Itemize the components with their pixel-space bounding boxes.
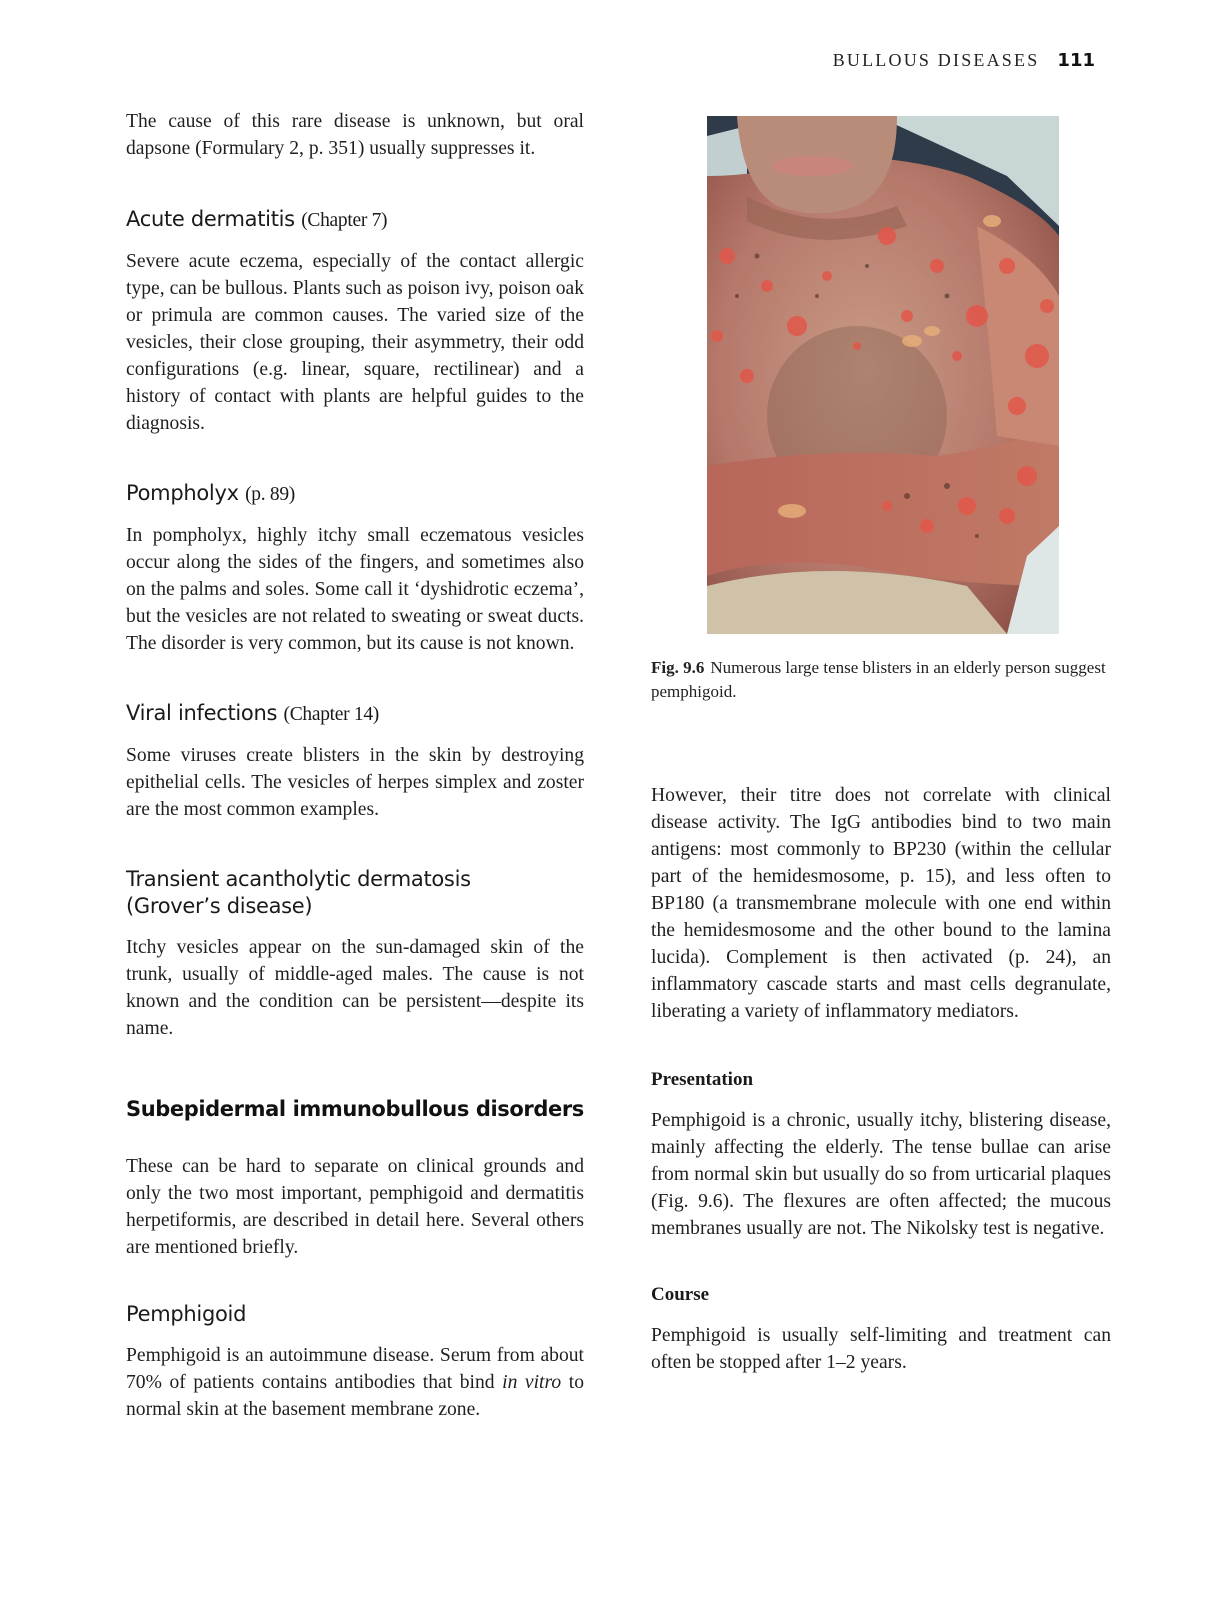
subheading-presentation: Presentation [651,1069,754,1090]
page-number: 111 [1057,50,1095,71]
left-column [126,108,584,1423]
heading-text: Acute dermatitis [126,207,295,231]
right-column [651,782,1111,1376]
section-heading-viral-infections [126,700,584,728]
section-heading-pompholyx [126,480,584,508]
heading-reference: (p. 89) [245,484,295,505]
section-body-pompholyx: In pompholyx, highly itchy small eczematous vesicles occur along the sides of the fingers, and sometimes also on the palms and soles. Some call it ‘dyshidrotic eczema’, but the vesicles are not related to sweating or sweat ducts. The disorder is very common, but its cause is not known. [126,525,584,654]
subheading-course: Course [651,1284,710,1305]
body-text: Pemphigoid is an autoimmune disease. Serum from about 70% of patients contains antibodies that bind [126,1345,584,1393]
heading-reference: (Chapter 7) [301,210,388,231]
heading-reference: (Chapter 14) [283,704,380,725]
intro-paragraph: The cause of this rare disease is unknown, but oral dapsone (Formulary 2, p. 351) usually suppresses it. [126,111,584,159]
figure-caption-text: Numerous large tense blisters in an elderly person suggest pemphigoid. [651,658,1106,701]
heading-text: Pompholyx [126,481,239,505]
figure-photo [707,116,1059,634]
figure-caption [651,656,1111,704]
clinical-photo-illustration [707,116,1059,634]
major-body-subepidermal: These can be hard to separate on clinical grounds and only the two most important, pemphigoid and dermatitis herpetiformis, are described in detail here. Several others are mentioned briefly. [126,1156,584,1258]
body-italic-text: in vitro [502,1372,562,1393]
section-heading-acute-dermatitis [126,206,584,234]
section-body-pemphigoid [126,1342,584,1423]
presentation-paragraph: Pemphigoid is a chronic, usually itchy, blistering disease, mainly affecting the elderly. The tense bullae can arise from normal skin but usually do so from urticarial plaques (Fig. 9.6). The flexures are often affected; the mucous membranes usually are not. The Nikolsky test is negative. [651,1110,1111,1239]
continuation-paragraph: However, their titre does not correlate with clinical disease activity. The IgG antibodies bind to two main antigens: most commonly to BP230 (within the cellular part of the hemidesmosome, p. 15), and less often to BP180 (a transmembrane molecule with one end within the hemidesmosome and the other bound to the lamina lucida). Complement is then activated (p. 24), an inflammatory cascade starts and mast cells degranulate, liberating a variety of inflammatory mediators. [651,785,1111,1022]
section-body-acute-dermatitis: Severe acute eczema, especially of the contact allergic type, can be bullous. Plants such as poison ivy, poison oak or primula are common causes. The varied size of the vesicles, their close grouping, their asymmetry, their odd configurations (e.g. linear, square, rectilinear) and a history of contact with plants are helpful guides to the diagnosis. [126,251,584,434]
major-heading-subepidermal: Subepidermal immunobullous disorders [126,1097,584,1121]
section-body-viral-infections: Some viruses create blisters in the skin by destroying epithelial cells. The vesicles of herpes simplex and zoster are the most common examples. [126,745,584,820]
course-paragraph: Pemphigoid is usually self-limiting and treatment can often be stopped after 1–2 years. [651,1325,1111,1373]
running-head-title: BULLOUS DISEASES [832,50,1040,70]
heading-text: Viral infections [126,701,278,725]
body-text: to normal skin at the basement membrane zone. [126,1372,584,1420]
running-head [833,50,1095,71]
section-heading-pemphigoid: Pemphigoid [126,1302,247,1326]
section-heading-grovers-disease: Transient acantholytic dermatosis (Grover’s disease) [126,867,471,918]
section-body-grovers-disease: Itchy vesicles appear on the sun-damaged skin of the trunk, usually of middle-aged males. The cause is not known and the condition can be persistent—despite its name. [126,937,584,1039]
figure-label: Fig. 9.6 [651,658,705,677]
